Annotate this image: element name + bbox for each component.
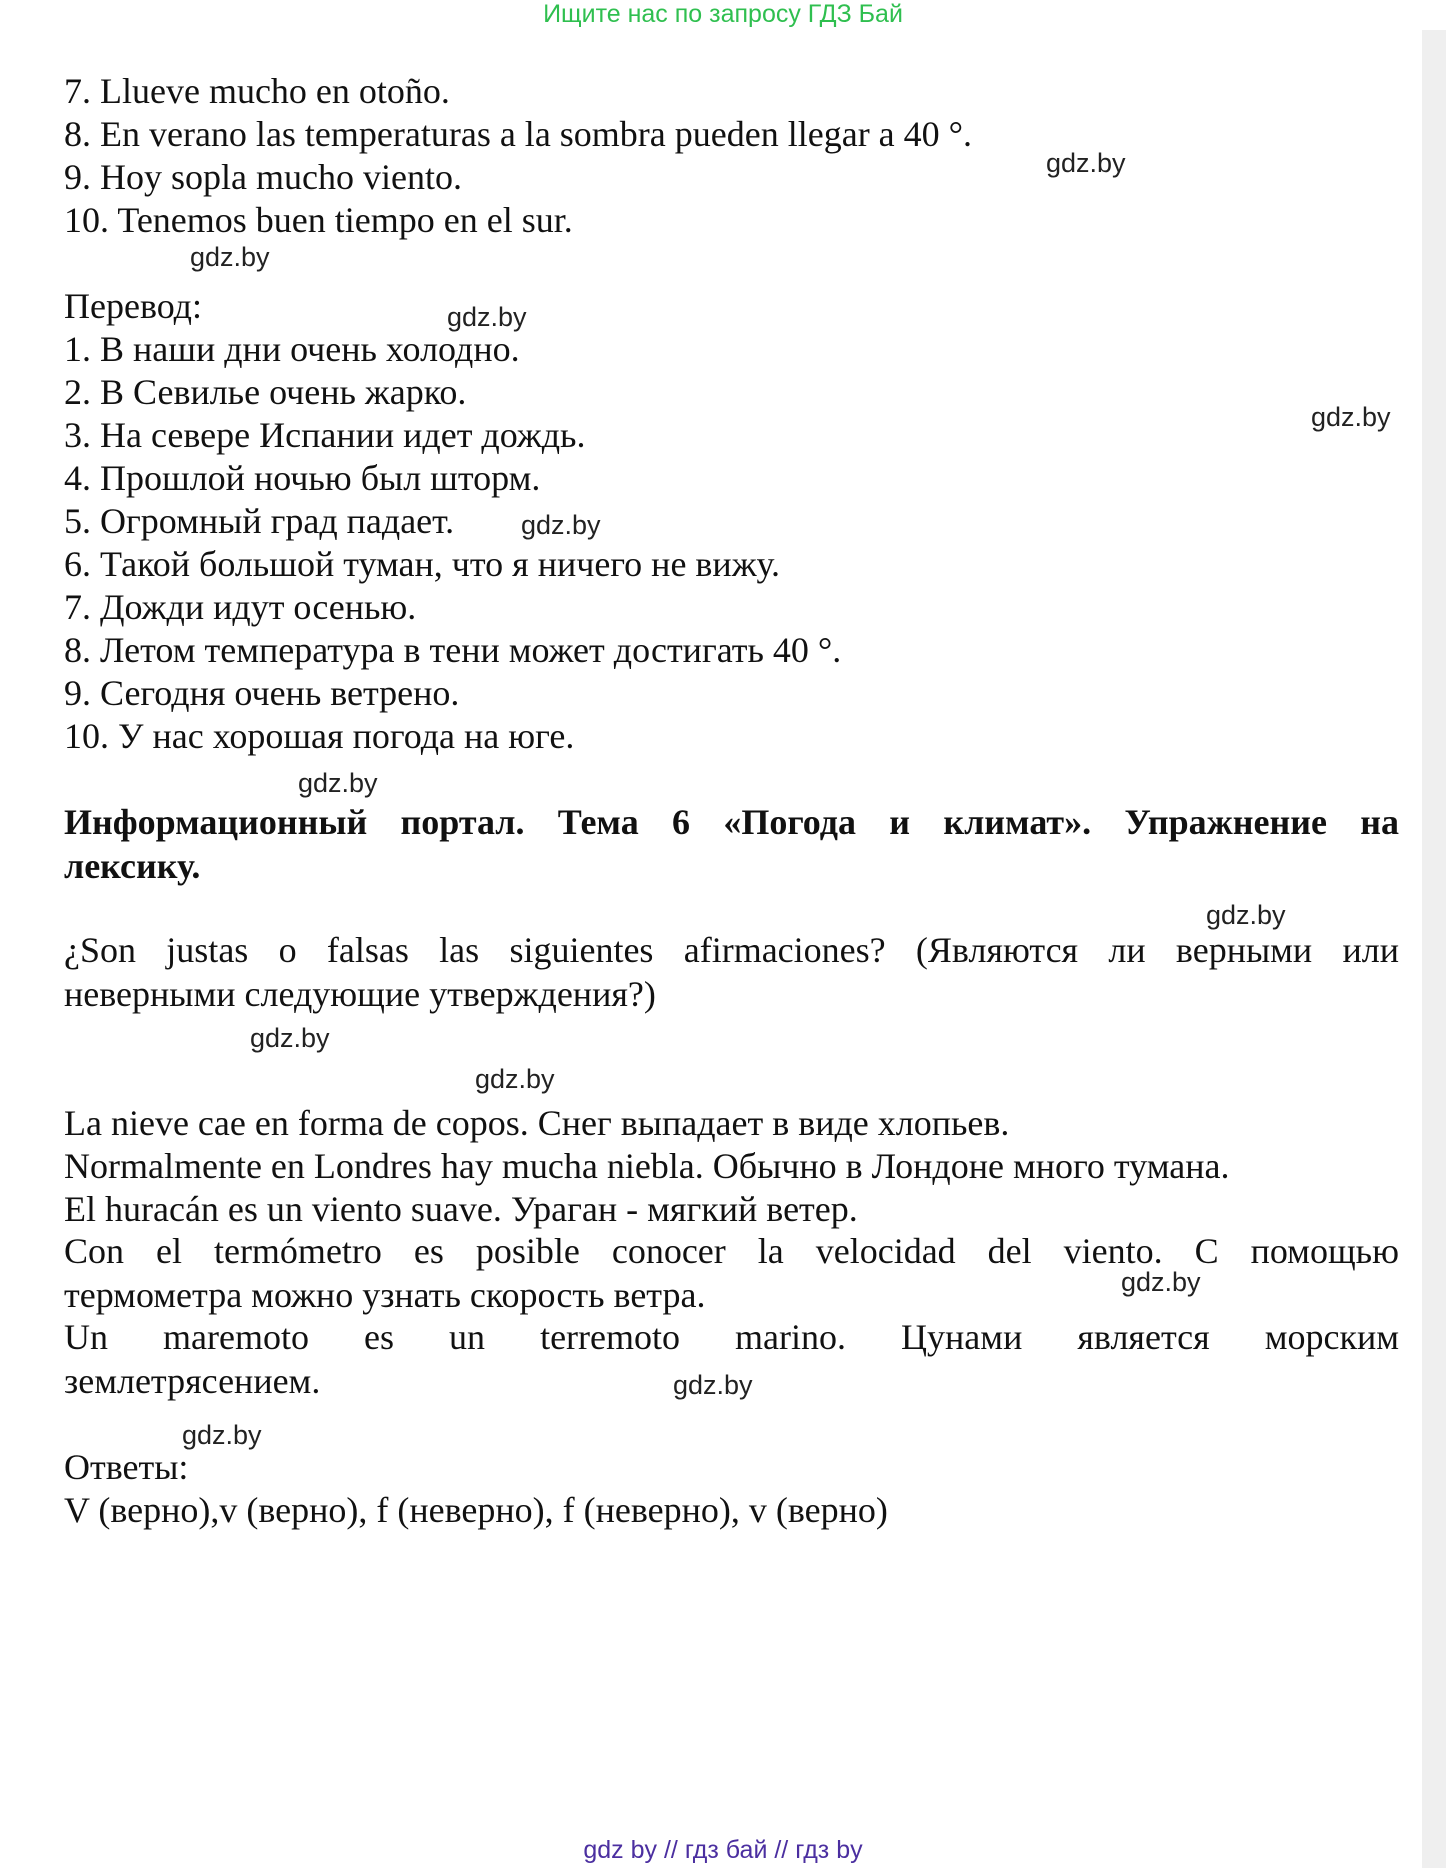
watermark: gdz.by bbox=[475, 1064, 555, 1094]
statement-4-line-2: термометра можно узнать скорость ветра. bbox=[64, 1275, 706, 1315]
statement-3: El huracán es un viento suave. Ураган - мягкий ветер. bbox=[64, 1189, 858, 1229]
section-heading-line-2: лексику. bbox=[64, 846, 201, 886]
statement-4-line-1: Con el termómetro es posible conocer la velocidad del viento. С помощью bbox=[64, 1231, 1399, 1271]
statement-5-line-2: землетрясением. bbox=[64, 1361, 321, 1401]
watermark: gdz.by bbox=[182, 1420, 262, 1450]
statement-2: Normalmente en Londres hay mucha niebla. Обычно в Лондоне много тумана. bbox=[64, 1146, 1230, 1186]
translation-line-10: 10. У нас хорошая погода на юге. bbox=[64, 716, 575, 756]
question-line-2: неверными следующие утверждения?) bbox=[64, 974, 656, 1014]
section-heading bbox=[64, 800, 1399, 888]
footer-links[interactable]: gdz by // гдз бай // гдз by bbox=[583, 1836, 863, 1864]
top-banner[interactable]: Ищите нас по запросу ГДЗ Бай bbox=[543, 0, 903, 28]
statement-5-line-1: Un maremoto es un terremoto marino. Цунами является морским bbox=[64, 1317, 1399, 1357]
spanish-line-10: 10. Tenemos buen tiempo en el sur. bbox=[64, 200, 573, 240]
watermark: gdz.by bbox=[1311, 402, 1391, 432]
translation-label: Перевод: bbox=[64, 286, 202, 326]
spanish-line-8: 8. En verano las temperaturas a la sombra pueden llegar a 40 °. bbox=[64, 114, 973, 154]
translation-line-9: 9. Сегодня очень ветрено. bbox=[64, 673, 460, 713]
spanish-line-9: 9. Hoy sopla mucho viento. bbox=[64, 157, 462, 197]
watermark: gdz.by bbox=[1206, 900, 1286, 930]
translation-line-7: 7. Дожди идут осенью. bbox=[64, 587, 417, 627]
answers-text: V (верно),v (верно), f (неверно), f (неверно), v (верно) bbox=[64, 1490, 888, 1530]
translation-line-5: 5. Огромный град падает. bbox=[64, 501, 455, 541]
translation-line-2: 2. В Севилье очень жарко. bbox=[64, 372, 467, 412]
watermark: gdz.by bbox=[190, 242, 270, 272]
translation-line-1: 1. В наши дни очень холодно. bbox=[64, 329, 520, 369]
watermark: gdz.by bbox=[521, 510, 601, 540]
section-heading-line-1: Информационный портал. Тема 6 «Погода и климат». Упражнение на bbox=[64, 802, 1399, 842]
watermark: gdz.by bbox=[1121, 1267, 1201, 1297]
watermark: gdz.by bbox=[447, 302, 527, 332]
translation-line-4: 4. Прошлой ночью был шторм. bbox=[64, 458, 541, 498]
question-line-1: ¿Son justas o falsas las siguientes afirmaciones? (Являются ли верными или bbox=[64, 930, 1399, 970]
translation-line-8: 8. Летом температура в тени может достигать 40 °. bbox=[64, 630, 842, 670]
watermark: gdz.by bbox=[250, 1023, 330, 1053]
translation-line-6: 6. Такой большой туман, что я ничего не вижу. bbox=[64, 544, 780, 584]
scrollbar-strip[interactable] bbox=[1422, 30, 1446, 1868]
watermark: gdz.by bbox=[1046, 148, 1126, 178]
watermark: gdz.by bbox=[673, 1370, 753, 1400]
spanish-line-7: 7. Llueve mucho en otoño. bbox=[64, 71, 450, 111]
statement-1: La nieve cae en forma de copos. Снег выпадает в виде хлопьев. bbox=[64, 1103, 1010, 1143]
answers-label: Ответы: bbox=[64, 1447, 189, 1487]
translation-line-3: 3. На севере Испании идет дождь. bbox=[64, 415, 586, 455]
watermark: gdz.by bbox=[298, 768, 378, 798]
